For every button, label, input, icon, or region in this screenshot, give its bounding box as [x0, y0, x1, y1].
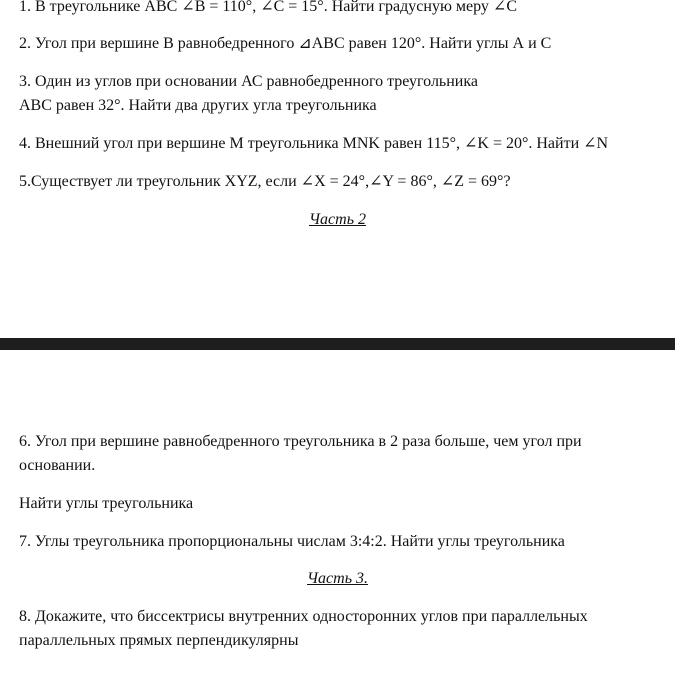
part-2-heading: Часть 2 — [309, 211, 366, 228]
task-8-text-line-2: параллельных прямых перпендикулярны — [19, 632, 299, 649]
task-2-text: 2. Угол при вершине В равнобедренного ⊿ABC равен 120°. Найти углы А и С — [19, 35, 552, 52]
task-3-text-line-1: 3. Один из углов при основании АС равнобедренного треугольника — [19, 73, 478, 90]
document-page-bottom — [0, 350, 675, 685]
page-separator — [0, 338, 675, 350]
task-8-text-line-1: 8. Докажите, что биссектрисы внутренних односторонних углов при параллельных — [19, 608, 588, 625]
task-7-text: 7. Углы треугольника пропорциональны числам 3:4:2. Найти углы треугольника — [19, 533, 565, 550]
task-6-text-line-3: Найти углы треугольника — [19, 495, 194, 512]
part-3-heading: Часть 3. — [307, 570, 368, 587]
task-4-text: 4. Внешний угол при вершине М треугольника MNK равен 115°, ∠K = 20°. Найти ∠N — [19, 135, 609, 152]
task-6-text-line-2: основании. — [19, 457, 96, 474]
task-1-text: 1. В треугольнике ABC ∠B = 110°, ∠C = 15°. Найти градусную меру ∠C — [19, 0, 517, 15]
document-page-top — [0, 0, 675, 338]
task-5-text: 5.Существует ли треугольник XYZ, если ∠X = 24°,∠Y = 86°, ∠Z = 69°? — [19, 173, 511, 190]
task-6-text-line-1: 6. Угол при вершине равнобедренного треугольника в 2 раза больше, чем угол при — [19, 433, 582, 450]
task-3-text-line-2: ABC равен 32°. Найти два других угла треугольника — [19, 97, 377, 114]
